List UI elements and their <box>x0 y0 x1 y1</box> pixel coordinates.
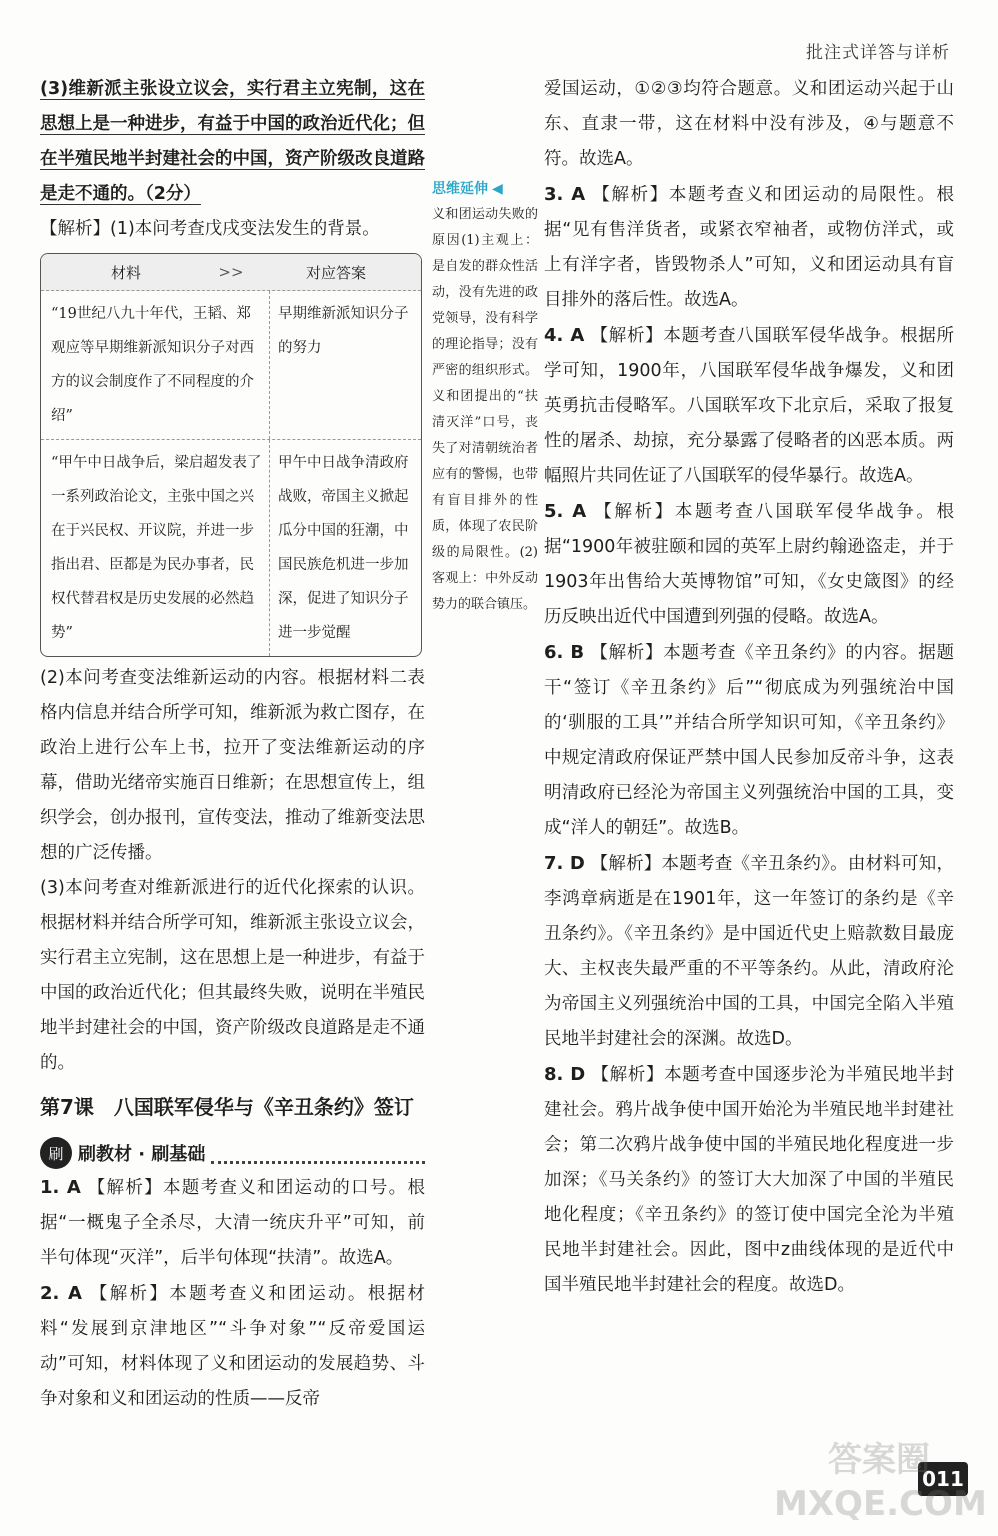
question-2-text: 【解析】本题考查义和团运动。根据材料“发展到京津地区”“斗争对象”“反帝爱国运动”可知，材料体现了义和团运动的发展趋势、斗争对象和义和团运动的性质——反帝 <box>40 1284 425 1409</box>
material-answer-table <box>40 253 422 657</box>
answer-3: (3)维新派主张设立议会，实行君主立宪制，这在思想上是一种进步，有益于中国的政治近代化；但在半殖民地半封建社会的中国，资产阶级改良道路是走不通的。（2分） <box>40 79 425 204</box>
question-6 <box>544 635 954 846</box>
question-3 <box>544 177 954 318</box>
analysis-3: (3)本问考查对维新派进行的近代化探索的认识。根据材料并结合所学可知，维新派主张设立议会，实行君主立宪制，这在思想上是一种进步，有益于中国的政治近代化；但其最终失败，说明在半殖民地半封建社会的中国，资产阶级改良道路是走不通的。 <box>40 878 425 1073</box>
question-2-number: 2. A <box>40 1283 82 1304</box>
section-banner-label: 刷教材 · 刷基础 <box>78 1144 206 1165</box>
question-text: 【解析】本题考查八国联军侵华战争。根据“1900年被驻颐和园的英军上尉约翰逊盗走，并于1903年出售给大英博物馆”可知，《女史箴图》的经历反映出近代中国遭到列强的侵略。故选A。 <box>544 502 954 627</box>
dotted-divider <box>211 1143 425 1164</box>
question-text: 【解析】本题考查中国逐步沦为半殖民地半封建社会。鸦片战争使中国开始沦为半殖民地半封建社会；第二次鸦片战争使中国的半殖民地化程度进一步加深；《马关条约》的签订大大加深了中国的半殖民地化程度；《辛丑条约》的签订使中国完全沦为半殖民地半封建社会。因此，图中z曲线体现的是近代中国半殖民地半封建社会的程度。故选D。 <box>544 1065 954 1295</box>
question-8 <box>544 1057 954 1303</box>
question-number: 5. A <box>544 501 587 522</box>
question-7 <box>544 846 954 1057</box>
right-column <box>544 72 954 1303</box>
table-cell-material: “甲午中日战争后，梁启超发表了一系列政治论文，主张中国之兴在于兴民权、开议院，并进一步指出君、臣都是为民办事者，民权代替君权是历史发展的必然趋势” <box>41 440 270 656</box>
question-number: 6. B <box>544 642 585 663</box>
table-cell-answer: 甲午中日战争清政府战败，帝国主义掀起瓜分中国的狂潮，中国民族危机进一步加深，促进了知识分子进一步觉醒 <box>278 455 409 641</box>
left-column <box>40 72 425 1417</box>
watermark: 答案圈 MXQE.COM <box>774 1440 987 1524</box>
brush-icon: 刷 <box>40 1137 72 1169</box>
question-text: 【解析】本题考查八国联军侵华战争。根据所学可知，1900年，八国联军侵华战争爆发，义和团英勇抗击侵略军。八国联军攻下北京后，采取了报复性的屠杀、劫掠，充分暴露了侵略者的凶恶本质。两幅照片共同佐证了八国联军的侵华暴行。故选A。 <box>544 326 955 486</box>
question-text: 【解析】本题考查《辛丑条约》。由材料可知，李鸿章病逝是在1901年，这一年签订的条约是《辛丑条约》。《辛丑条约》是中国近代史上赔款数目最庞大、主权丧失最严重的不平等条约。从此，清政府沦为帝国主义列强统治中国的工具，中国完全陷入半殖民地半封建社会的深渊。故选D。 <box>544 854 954 1049</box>
sidebar-title-text: 思维延伸 <box>432 181 488 197</box>
table-cell-material: “19世纪八九十年代，王韬、郑观应等早期维新派知识分子对西方的议会制度作了不同程度的介绍” <box>41 291 270 439</box>
table-cell-answer: 早期维新派知识分子的努力 <box>278 306 409 356</box>
question-number: 4. A <box>544 325 585 346</box>
table-header-answer: 对应答案 <box>305 263 366 282</box>
thinking-extension-sidebar <box>432 176 538 618</box>
question-5 <box>544 494 954 635</box>
section-banner <box>40 1136 425 1170</box>
sidebar-title <box>432 176 538 202</box>
table-header <box>41 254 421 291</box>
table-header-arrow: >> <box>218 263 244 281</box>
analysis-1: 【解析】(1)本问考查戊戌变法发生的背景。 <box>40 219 380 239</box>
lesson-title: 第7课 八国联军侵华与《辛丑条约》签订 <box>40 1095 414 1119</box>
question-1 <box>40 1170 425 1276</box>
question-1-text: 【解析】本题考查义和团运动的口号。根据“一概鬼子全杀尽，大清一统庆升平”可知，前半句体现“灭洋”，后半句体现“扶清”。故选A。 <box>40 1178 425 1268</box>
table-header-material: 材料 <box>110 263 141 282</box>
question-text: 【解析】本题考查《辛丑条约》的内容。据题干“签订《辛丑条约》后”“彻底成为列强统治中国的‘驯服的工具’”并结合所学知识可知，《辛丑条约》中规定清政府保证严禁中国人民参加反帝斗争，这表明清政府已经沦为帝国主义列强统治中国的工具，变成“洋人的朝廷”。故选B。 <box>544 643 954 838</box>
sidebar-text: 义和团运动失败的原因(1)主观上：是自发的群众性活动，没有先进的政党领导，没有科学的理论指导；没有严密的组织形式。义和团提出的“扶清灭洋”口号，丧失了对清朝统治者应有的警惕，也带有盲目排外的性质，体现了农民阶级的局限性。(2)客观上：中外反动势力的联合镇压。 <box>432 207 538 612</box>
question-number: 3. A <box>544 184 586 205</box>
question-number: 7. D <box>544 853 585 874</box>
question-number: 8. D <box>544 1064 586 1085</box>
page-number: 011 <box>918 1462 968 1496</box>
question-1-number: 1. A <box>40 1177 81 1198</box>
table-row <box>41 291 421 440</box>
question-text: 【解析】本题考查义和团运动的局限性。根据“见有售洋货者，或紧衣窄袖者，或物仿洋式，或上有洋字者，皆毁物杀人”可知，义和团运动具有盲目排外的落后性。故选A。 <box>544 185 954 310</box>
question-4 <box>544 318 954 494</box>
analysis-2: (2)本问考查变法维新运动的内容。根据材料二表格内信息并结合所学可知，维新派为救亡图存，在政治上进行公车上书，拉开了变法维新运动的序幕，借助光绪帝实施百日维新；在思想宣传上，组织学会，创办报刊，宣传变法，推动了维新变法思想的广泛传播。 <box>40 668 425 863</box>
table-row <box>41 440 421 656</box>
question-2 <box>40 1276 425 1417</box>
triangle-left-icon: ◀ <box>492 181 503 197</box>
question-2-continued: 爱国运动，①②③均符合题意。义和团运动兴起于山东、直隶一带，这在材料中没有涉及，④与题意不符。故选A。 <box>544 79 954 169</box>
page-header-title: 批注式详答与详析 <box>806 43 950 63</box>
